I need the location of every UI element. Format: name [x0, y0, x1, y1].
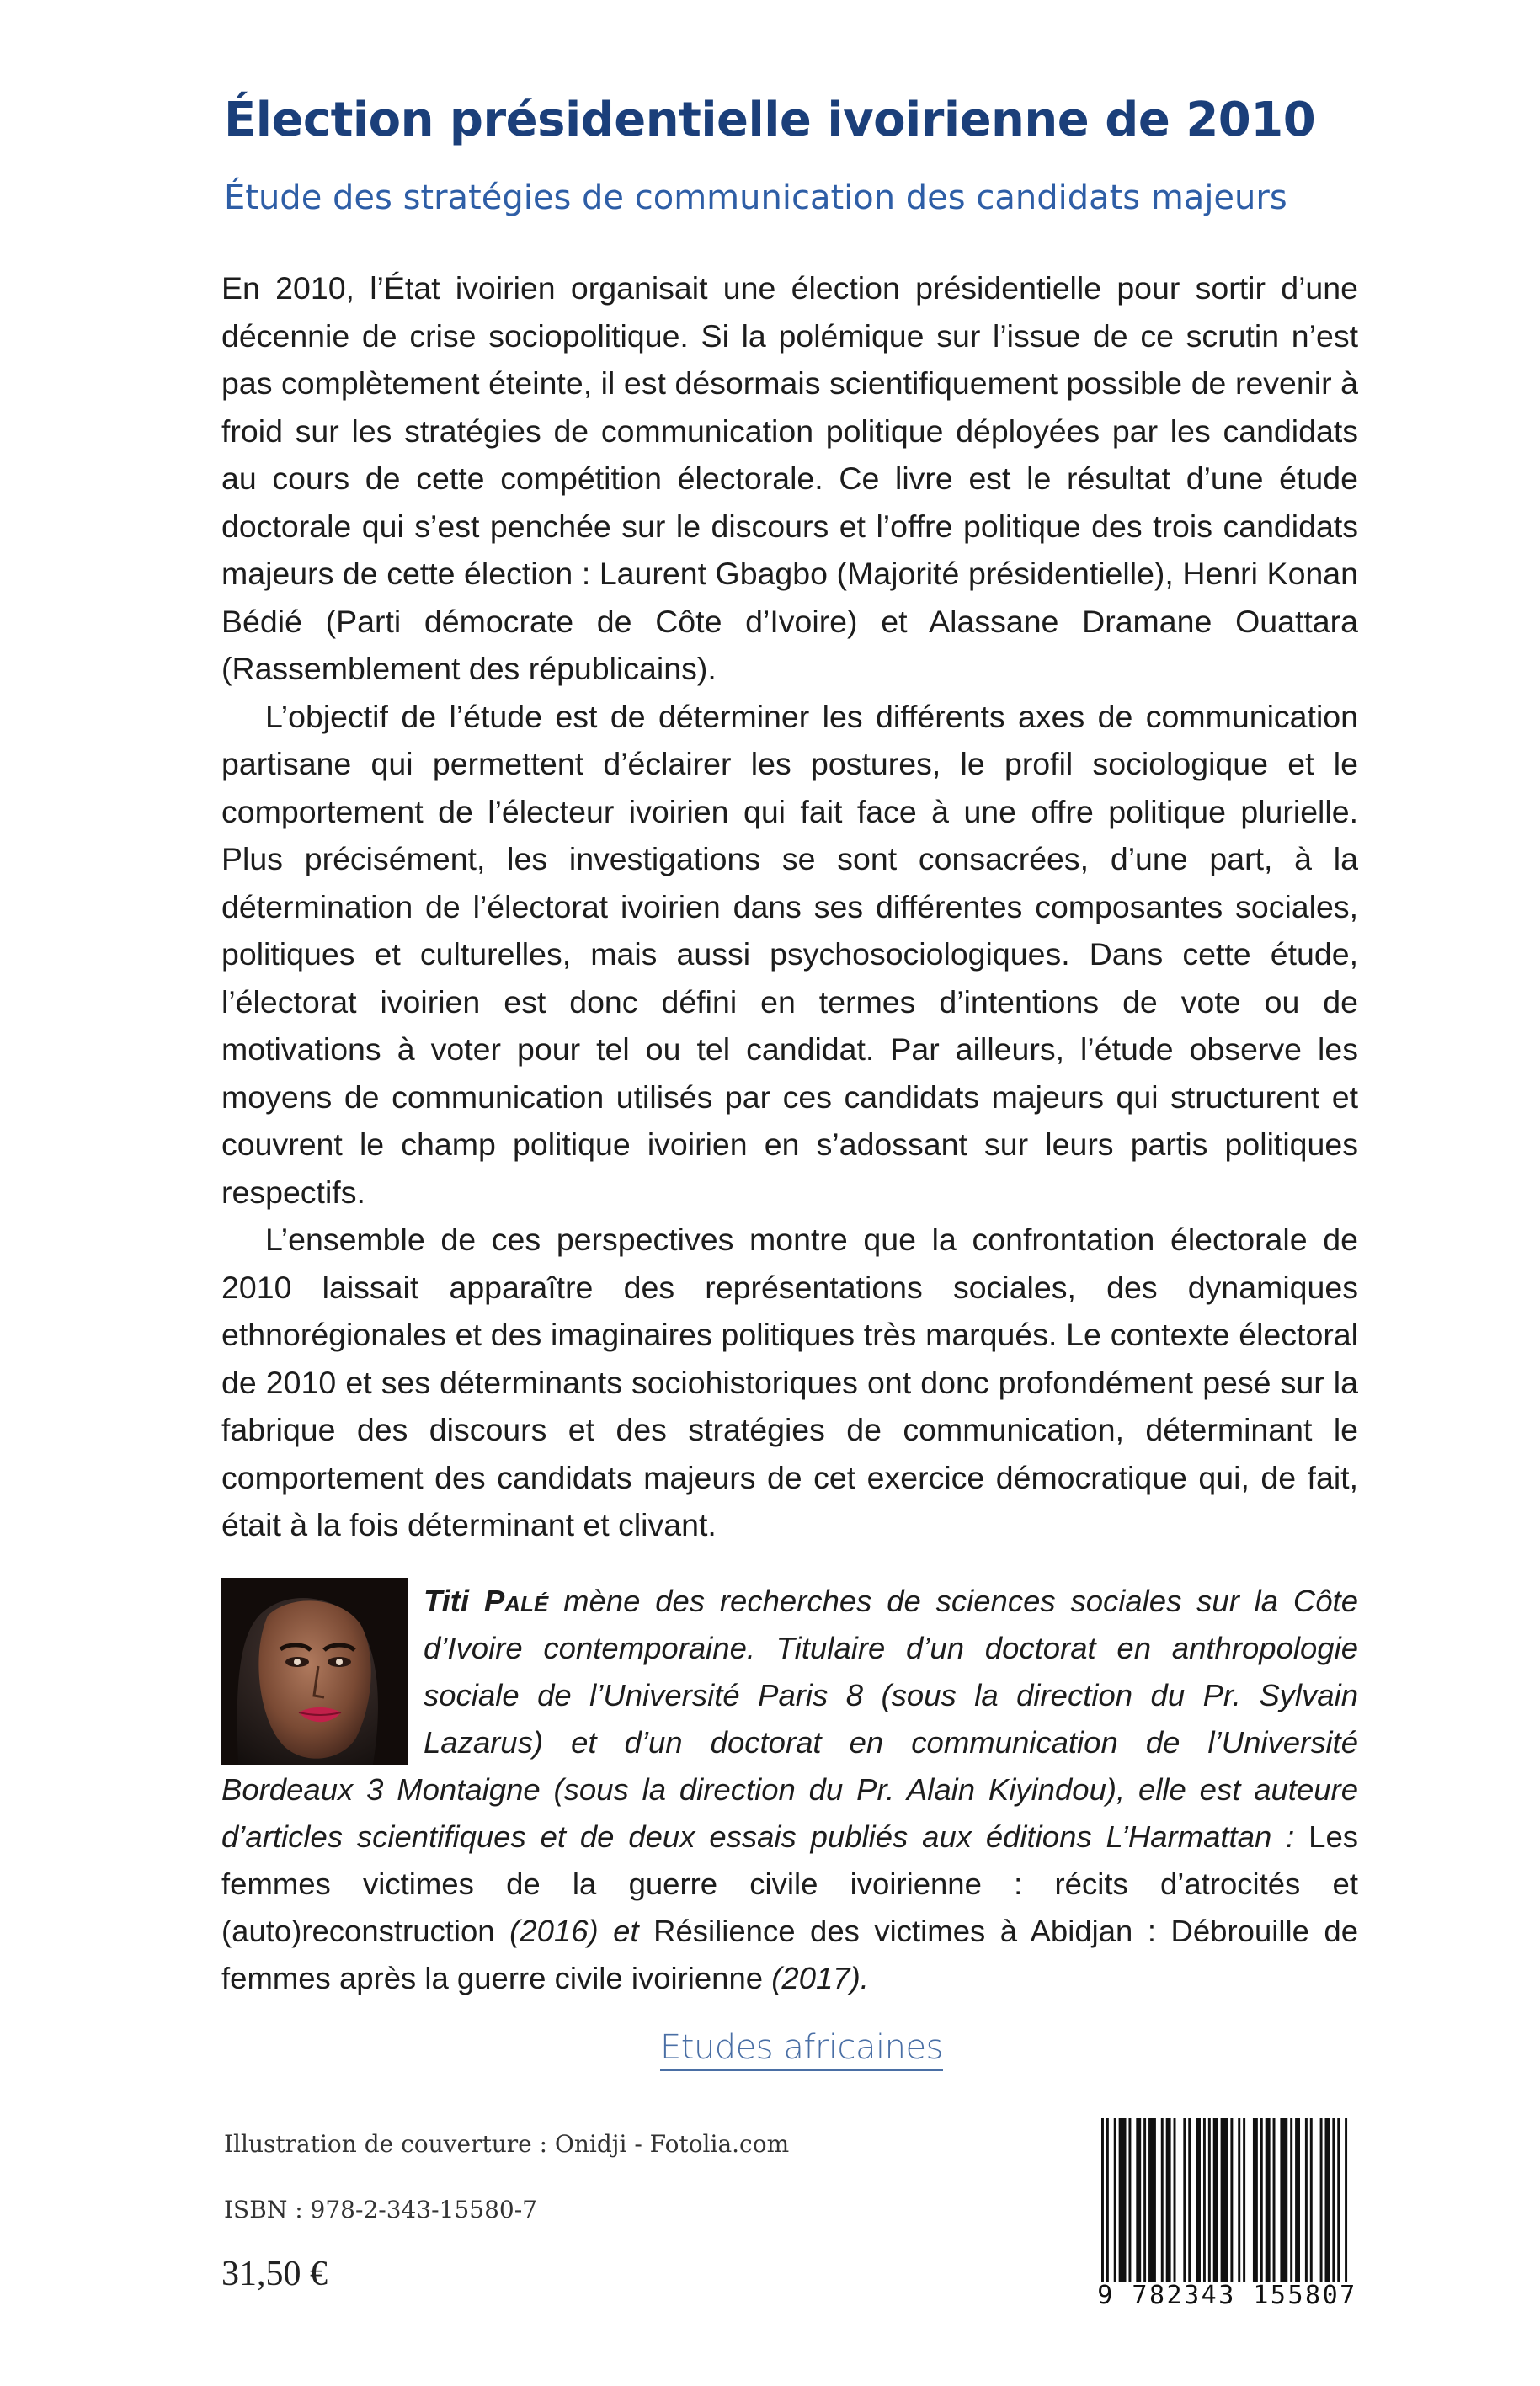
- barcode-bar: [1337, 2118, 1340, 2283]
- author-last-name: Palé: [483, 1584, 549, 1618]
- barcode-bar: [1230, 2118, 1233, 2297]
- bio-book-title: Résilience des victimes à Abidjan : Débrouille de femmes après la guerre civile ivoirienne: [221, 1914, 1358, 1995]
- barcode-bar: [1106, 2118, 1109, 2297]
- barcode-bar: [1273, 2118, 1276, 2283]
- barcode-bar: [1166, 2118, 1171, 2283]
- barcode-bar: [1101, 2118, 1104, 2297]
- barcode-bar: [1208, 2118, 1211, 2283]
- book-subtitle: Étude des stratégies de communication des candidats majeurs: [224, 178, 1287, 217]
- author-photo: [221, 1578, 408, 1766]
- abstract: [221, 264, 1358, 1549]
- barcode-bar: [1295, 2118, 1300, 2283]
- barcode-bar: [1196, 2118, 1201, 2283]
- barcode-bar: [1213, 2118, 1218, 2283]
- abstract-paragraph: L’ensemble de ces perspectives montre que la confrontation électorale de 2010 laissait apparaître des représentations sociales, des dynamiques ethnorégionales et des imaginaires politiques très marqués. Le contexte électoral de 2010 et ses déterminants sociohistoriques ont donc profondément pesé sur la fabrique des discours et des stratégies de communication, déterminant le comportement des candidats majeurs de cet exercice démocratique qui, de fait, était à la fois déterminant et clivant.: [221, 1222, 1358, 1542]
- barcode-bar: [1183, 2118, 1186, 2283]
- barcode-bar: [1305, 2118, 1308, 2283]
- barcode-bar: [1143, 2118, 1146, 2283]
- barcode-bar: [1161, 2118, 1164, 2283]
- bio-book-title: Les femmes victimes de la guerre civile ivoirienne : récits d’atrocités et (auto)reconstruction: [221, 1819, 1358, 1948]
- barcode-bar: [1243, 2118, 1245, 2283]
- illustration-credit: Illustration de couverture : Onidji - Fotolia.com: [224, 2130, 790, 2158]
- barcode-bar: [1310, 2118, 1313, 2283]
- bio-text: (2016) et: [494, 1914, 654, 1948]
- bio-text: (2017).: [763, 1961, 869, 1995]
- barcode-bar: [1128, 2118, 1131, 2283]
- author-bio: [221, 1578, 1358, 2002]
- barcode-bar: [1114, 2118, 1116, 2283]
- bio-text: mène des recherches de sciences sociales sur la Côte d’Ivoire contemporaine. Titulaire d’un doctorat en anthropologie sociale de l’Université Paris 8 (sous la direction du Pr. Sylvain Lazarus) et d’un doctorat en communication de l’Université Bordeaux 3 Montaigne (sous la direction du Pr. Alain Kiyindou), elle est auteure d’articles scientifiques et de deux essais publiés aux éditions L’Harmattan :: [221, 1584, 1358, 1854]
- barcode-bar: [1320, 2118, 1323, 2283]
- barcode-bar: [1238, 2118, 1240, 2283]
- barcode-bar: [1260, 2118, 1263, 2283]
- abstract-paragraph: L’objectif de l’étude est de déterminer les différents axes de communication partisane qui permettent d’éclairer les postures, le profil sociologique et le comportement de l’électeur ivoirien qui fait face à une offre politique plurielle. Plus précisément, les investigations se sont consacrées, d’une part, à la détermination de l’électorat ivoirien dans ses différentes composantes sociales, politiques et culturelles, mais aussi psychosociologiques. Dans cette étude, l’électorat ivoirien est donc défini en termes d’intentions de vote ou de motivations à voter pour tel ou tel candidat. Par ailleurs, l’étude observe les moyens de communication utilisés par ces candidats majeurs qui structurent et couvrent le champ politique ivoirien en s’adossant sur leurs partis politiques respectifs.: [221, 698, 1358, 1210]
- isbn: ISBN : 978-2-343-15580-7: [224, 2196, 537, 2224]
- barcode-bar: [1188, 2118, 1191, 2283]
- barcode-bar: [1253, 2118, 1258, 2283]
- barcode-bar: [1148, 2118, 1156, 2283]
- barcode-number: 9 782343 155807: [1095, 2282, 1360, 2309]
- barcode-bar: [1280, 2118, 1287, 2283]
- book-title: Élection présidentielle ivoirienne de 2010: [224, 93, 1316, 147]
- barcode-bar: [1136, 2118, 1141, 2283]
- price: 31,50 €: [221, 2255, 328, 2293]
- barcode-bar: [1325, 2118, 1330, 2283]
- barcode-bar: [1266, 2118, 1271, 2283]
- barcode-bar: [1290, 2118, 1292, 2283]
- barcode-bar: [1221, 2118, 1228, 2297]
- barcode-bar: [1174, 2118, 1176, 2283]
- collection-name: Etudes africaines: [660, 2029, 943, 2071]
- abstract-paragraph: En 2010, l’État ivoirien organisait une élection présidentielle pour sortir d’une décennie de crise sociopolitique. Si la polémique sur l’issue de ce scrutin n’est pas complètement éteinte, il est désormais scientifiquement possible de revenir à froid sur les stratégies de communication politique déployées par les candidats au cours de cette compétition électorale. Ce livre est le résultat d’une étude doctorale qui s’est penchée sur le discours et l’offre politique des trois candidats majeurs de cette élection : Laurent Gbagbo (Majorité présidentielle), Henri Konan Bédié (Parti démocrate de Côte d’Ivoire) et Alassane Dramane Ouattara (Rassemblement des républicains).: [221, 270, 1358, 686]
- barcode-bar: [1345, 2118, 1347, 2297]
- barcode-bar: [1332, 2118, 1335, 2283]
- author-portrait-image: [221, 1578, 408, 1765]
- author-first-name: Titi: [424, 1584, 470, 1618]
- barcode-bar: [1119, 2118, 1127, 2283]
- barcode-bar: [1203, 2118, 1206, 2283]
